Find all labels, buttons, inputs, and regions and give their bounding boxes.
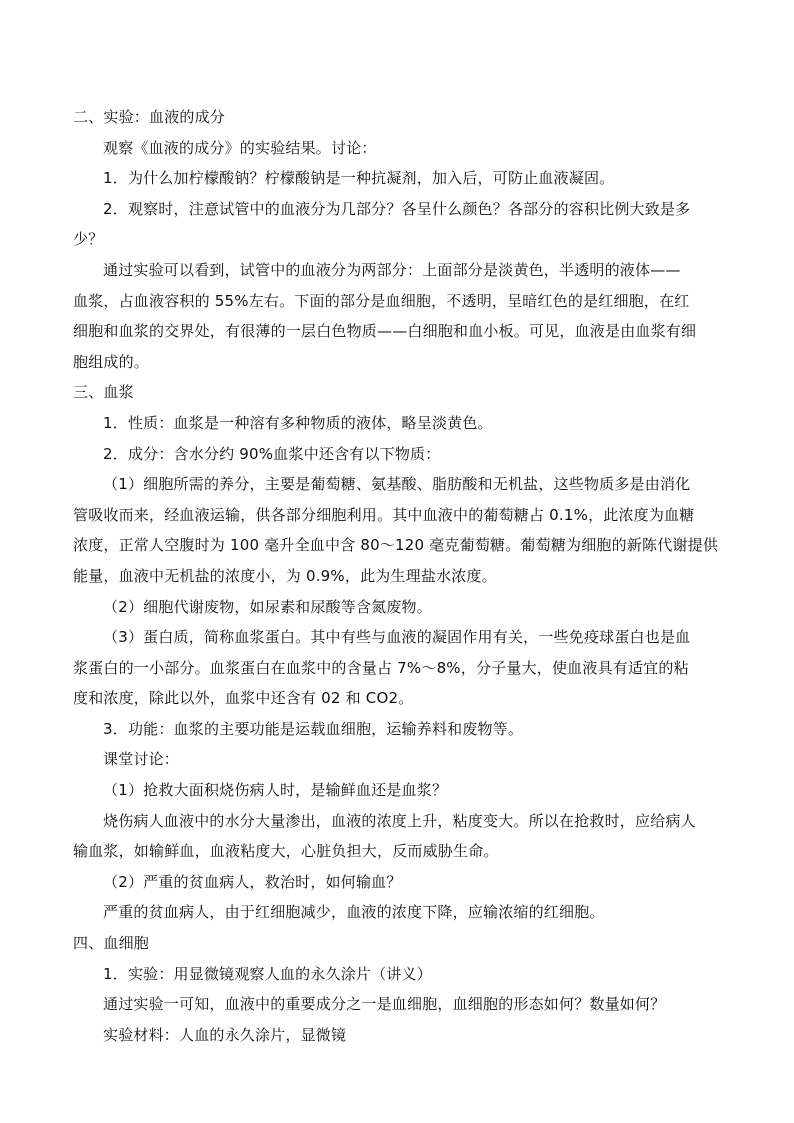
text-line: 1．实验：用显微镜观察人血的永久涂片（讲义） [103, 964, 432, 983]
text-line: 二、实验：血液的成分 [73, 108, 226, 126]
text-line: 浓度，正常人空腹时为 100 毫升全血中含 80～120 毫克葡萄糖。葡萄糖为细胞的新陈代谢提供 [73, 536, 719, 555]
text-line: 实验材料：人血的永久涂片，显微镜 [103, 1025, 347, 1044]
text-line: （1）抢救大面积烧伤病人时，是输鲜血还是血浆？ [103, 781, 448, 800]
text-line: 度和浓度，除此以外，血浆中还含有 02 和 CO2。 [73, 689, 414, 708]
text-line: 胞组成的。 [73, 352, 150, 371]
text-line: 管吸收而来，经血液运输，供各部分细胞利用。其中血液中的葡萄糖占 0.1%，此浓度为血糖 [73, 505, 695, 524]
text-line: 课堂讨论： [103, 750, 180, 769]
text-line: 3．功能：血浆的主要功能是运载血细胞，运输养料和废物等。 [103, 719, 524, 738]
text-line: 少？ [73, 230, 104, 249]
text-line: 严重的贫血病人，由于红细胞减少，血液的浓度下降，应输浓缩的红细胞。 [103, 903, 605, 922]
text-line: （2）严重的贫血病人，救治时，如何输血？ [103, 872, 402, 891]
text-line: 2．成分：含水分约 90%血浆中还含有以下物质： [103, 444, 441, 463]
text-line: 1．为什么加柠檬酸钠？柠檬酸钠是一种抗凝剂，加入后，可防止血液凝固。 [103, 169, 615, 188]
text-line: 细胞和血浆的交界处，有很薄的一层白色物质——白细胞和血小板。可见，血液是由血浆有细 [73, 322, 697, 341]
text-line: 能量，血液中无机盐的浓度小，为 0.9%，此为生理盐水浓度。 [73, 566, 497, 585]
text-line: 烧伤病人血液中的水分大量渗出，血液的浓度上升，粘度变大。所以在抢救时，应给病人 [103, 811, 696, 830]
text-line: 三、血浆 [73, 383, 134, 402]
text-line: 观察《血液的成分》的实验结果。讨论： [103, 138, 377, 157]
document-body [73, 102, 723, 1050]
text-line: 通过实验一可知，血液中的重要成分之一是血细胞，血细胞的形态如何？数量如何？ [103, 995, 666, 1014]
text-line: 2．观察时，注意试管中的血液分为几部分？各呈什么颜色？各部分的容积比例大致是多 [103, 199, 691, 218]
text-line: 血浆，占血液容积的 55%左右。下面的部分是血细胞，不透明，呈暗红色的是红细胞，在红 [73, 291, 690, 310]
text-line: 四、血细胞 [73, 934, 150, 953]
text-line: （2）细胞代谢废物，如尿素和尿酸等含氮废物。 [103, 597, 432, 616]
text-line: 通过实验可以看到，试管中的血液分为两部分：上面部分是淡黄色，半透明的液体—— [103, 260, 681, 279]
text-line: 1．性质：血浆是一种溶有多种物质的液体，略呈淡黄色。 [103, 413, 493, 432]
text-line: 输血浆，如输鲜血，血液粘度大，心脏负担大，反而威胁生命。 [73, 842, 499, 861]
text-line: 浆蛋白的一小部分。血浆蛋白在血浆中的含量占 7%～8%，分子量大，使血液具有适宜的粘 [73, 658, 689, 677]
text-line: （1）细胞所需的养分，主要是葡萄糖、氨基酸、脂肪酸和无机盐，这些物质多是由消化 [103, 475, 691, 494]
text-line: （3）蛋白质，简称血浆蛋白。其中有些与血液的凝固作用有关，一些免疫球蛋白也是血 [103, 628, 691, 647]
